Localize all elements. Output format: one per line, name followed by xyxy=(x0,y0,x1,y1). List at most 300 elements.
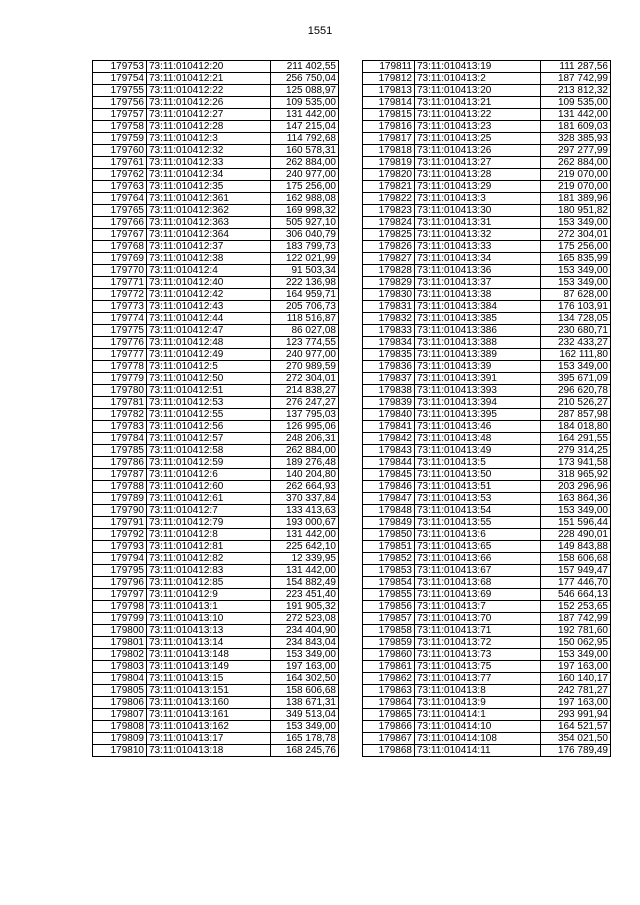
cadastral-number: 73:11:010413:13 xyxy=(147,625,271,637)
row-number: 179838 xyxy=(363,385,415,397)
table-row xyxy=(93,529,339,541)
row-number: 179841 xyxy=(363,421,415,433)
table-row xyxy=(363,349,611,361)
cadastral-value: 248 206,31 xyxy=(271,433,339,445)
cadastral-number: 73:11:010412:28 xyxy=(147,121,271,133)
table-row xyxy=(363,325,611,337)
row-number: 179839 xyxy=(363,397,415,409)
row-number: 179853 xyxy=(363,565,415,577)
cadastral-number: 73:11:010412:3 xyxy=(147,133,271,145)
table-row xyxy=(363,589,611,601)
table-row xyxy=(363,577,611,589)
row-number: 179845 xyxy=(363,469,415,481)
row-number: 179794 xyxy=(93,553,147,565)
row-number: 179844 xyxy=(363,457,415,469)
table-row xyxy=(363,433,611,445)
row-number: 179783 xyxy=(93,421,147,433)
row-number: 179753 xyxy=(93,61,147,73)
cadastral-value: 164 521,57 xyxy=(541,721,611,733)
cadastral-number: 73:11:010413:384 xyxy=(415,301,541,313)
cadastral-number: 73:11:010414:108 xyxy=(415,733,541,745)
cadastral-value: 131 442,00 xyxy=(271,109,339,121)
row-number: 179850 xyxy=(363,529,415,541)
cadastral-value: 234 843,04 xyxy=(271,637,339,649)
cadastral-number: 73:11:010413:77 xyxy=(415,673,541,685)
row-number: 179819 xyxy=(363,157,415,169)
cadastral-number: 73:11:010413:37 xyxy=(415,277,541,289)
cadastral-number: 73:11:010412:7 xyxy=(147,505,271,517)
cadastral-number: 73:11:010413:2 xyxy=(415,73,541,85)
cadastral-value: 160 140,17 xyxy=(541,673,611,685)
table-row xyxy=(93,601,339,613)
cadastral-value: 232 433,27 xyxy=(541,337,611,349)
table-row xyxy=(363,145,611,157)
cadastral-number: 73:11:010412:61 xyxy=(147,493,271,505)
cadastral-value: 175 256,00 xyxy=(271,181,339,193)
cadastral-value: 354 021,50 xyxy=(541,733,611,745)
cadastral-number: 73:11:010412:363 xyxy=(147,217,271,229)
row-number: 179818 xyxy=(363,145,415,157)
table-row xyxy=(93,457,339,469)
row-number: 179804 xyxy=(93,673,147,685)
cadastral-number: 73:11:010413:1 xyxy=(147,601,271,613)
cadastral-value: 189 276,48 xyxy=(271,457,339,469)
table-row xyxy=(93,481,339,493)
table-row xyxy=(363,253,611,265)
cadastral-value: 153 349,00 xyxy=(541,361,611,373)
row-number: 179854 xyxy=(363,577,415,589)
table-row xyxy=(93,565,339,577)
table-row xyxy=(363,181,611,193)
cadastral-number: 73:11:010413:391 xyxy=(415,373,541,385)
cadastral-value: 213 812,32 xyxy=(541,85,611,97)
cadastral-value: 234 404,90 xyxy=(271,625,339,637)
cadastral-number: 73:11:010412:82 xyxy=(147,553,271,565)
cadastral-number: 73:11:010413:33 xyxy=(415,241,541,253)
cadastral-number: 73:11:010413:46 xyxy=(415,421,541,433)
table-row xyxy=(363,397,611,409)
row-number: 179777 xyxy=(93,349,147,361)
cadastral-value: 193 000,67 xyxy=(271,517,339,529)
row-number: 179859 xyxy=(363,637,415,649)
cadastral-value: 109 535,00 xyxy=(541,97,611,109)
table-row xyxy=(93,181,339,193)
row-number: 179799 xyxy=(93,613,147,625)
cadastral-number: 73:11:010413:39 xyxy=(415,361,541,373)
register-table-left xyxy=(92,60,339,757)
table-row xyxy=(93,325,339,337)
table-row xyxy=(363,193,611,205)
cadastral-number: 73:11:010413:161 xyxy=(147,709,271,721)
cadastral-number: 73:11:010413:9 xyxy=(415,697,541,709)
cadastral-value: 318 965,92 xyxy=(541,469,611,481)
table-row xyxy=(93,337,339,349)
table-row xyxy=(363,529,611,541)
cadastral-value: 191 905,32 xyxy=(271,601,339,613)
cadastral-value: 169 998,32 xyxy=(271,205,339,217)
table-row xyxy=(93,385,339,397)
cadastral-value: 138 671,31 xyxy=(271,697,339,709)
cadastral-value: 87 628,00 xyxy=(541,289,611,301)
table-row xyxy=(93,205,339,217)
cadastral-value: 147 215,04 xyxy=(271,121,339,133)
cadastral-value: 134 728,05 xyxy=(541,313,611,325)
row-number: 179781 xyxy=(93,397,147,409)
row-number: 179765 xyxy=(93,205,147,217)
cadastral-value: 176 103,91 xyxy=(541,301,611,313)
cadastral-number: 73:11:010412:37 xyxy=(147,241,271,253)
cadastral-value: 223 451,40 xyxy=(271,589,339,601)
cadastral-number: 73:11:010413:18 xyxy=(147,745,271,757)
table-row xyxy=(93,397,339,409)
cadastral-value: 181 609,03 xyxy=(541,121,611,133)
cadastral-number: 73:11:010412:43 xyxy=(147,301,271,313)
row-number: 179797 xyxy=(93,589,147,601)
cadastral-value: 180 951,82 xyxy=(541,205,611,217)
cadastral-number: 73:11:010412:79 xyxy=(147,517,271,529)
cadastral-value: 165 178,78 xyxy=(271,733,339,745)
cadastral-number: 73:11:010412:5 xyxy=(147,361,271,373)
row-number: 179865 xyxy=(363,709,415,721)
cadastral-number: 73:11:010413:21 xyxy=(415,97,541,109)
table-row xyxy=(363,721,611,733)
table-row xyxy=(363,733,611,745)
row-number: 179788 xyxy=(93,481,147,493)
cadastral-number: 73:11:010413:53 xyxy=(415,493,541,505)
row-number: 179848 xyxy=(363,505,415,517)
cadastral-value: 306 040,79 xyxy=(271,229,339,241)
row-number: 179810 xyxy=(93,745,147,757)
cadastral-number: 73:11:010413:55 xyxy=(415,517,541,529)
row-number: 179801 xyxy=(93,637,147,649)
cadastral-value: 164 302,50 xyxy=(271,673,339,685)
cadastral-number: 73:11:010413:65 xyxy=(415,541,541,553)
row-number: 179831 xyxy=(363,301,415,313)
cadastral-number: 73:11:010414:11 xyxy=(415,745,541,757)
cadastral-number: 73:11:010413:385 xyxy=(415,313,541,325)
cadastral-number: 73:11:010413:393 xyxy=(415,385,541,397)
table-row xyxy=(93,85,339,97)
cadastral-value: 328 385,93 xyxy=(541,133,611,145)
cadastral-number: 73:11:010412:361 xyxy=(147,193,271,205)
table-row xyxy=(93,673,339,685)
cadastral-value: 126 995,06 xyxy=(271,421,339,433)
cadastral-number: 73:11:010412:9 xyxy=(147,589,271,601)
row-number: 179759 xyxy=(93,133,147,145)
table-row xyxy=(363,505,611,517)
cadastral-value: 546 664,13 xyxy=(541,589,611,601)
cadastral-value: 181 389,96 xyxy=(541,193,611,205)
cadastral-number: 73:11:010413:22 xyxy=(415,109,541,121)
table-row xyxy=(363,373,611,385)
table-row xyxy=(363,97,611,109)
cadastral-number: 73:11:010412:81 xyxy=(147,541,271,553)
cadastral-value: 111 287,56 xyxy=(541,61,611,73)
row-number: 179866 xyxy=(363,721,415,733)
row-number: 179778 xyxy=(93,361,147,373)
row-number: 179762 xyxy=(93,169,147,181)
cadastral-value: 197 163,00 xyxy=(541,697,611,709)
row-number: 179782 xyxy=(93,409,147,421)
table-row xyxy=(93,625,339,637)
cadastral-number: 73:11:010413:30 xyxy=(415,205,541,217)
cadastral-number: 73:11:010413:6 xyxy=(415,529,541,541)
cadastral-value: 256 750,04 xyxy=(271,73,339,85)
table-row xyxy=(363,745,611,757)
cadastral-number: 73:11:010413:68 xyxy=(415,577,541,589)
cadastral-value: 296 620,78 xyxy=(541,385,611,397)
cadastral-number: 73:11:010413:3 xyxy=(415,193,541,205)
table-row xyxy=(93,445,339,457)
cadastral-value: 293 991,94 xyxy=(541,709,611,721)
cadastral-value: 164 291,55 xyxy=(541,433,611,445)
row-number: 179847 xyxy=(363,493,415,505)
table-row xyxy=(363,625,611,637)
cadastral-value: 197 163,00 xyxy=(541,661,611,673)
table-row xyxy=(363,637,611,649)
cadastral-number: 73:11:010412:21 xyxy=(147,73,271,85)
cadastral-number: 73:11:010413:388 xyxy=(415,337,541,349)
cadastral-value: 173 941,58 xyxy=(541,457,611,469)
cadastral-value: 262 664,93 xyxy=(271,481,339,493)
row-number: 179772 xyxy=(93,289,147,301)
table-row xyxy=(363,229,611,241)
table-row xyxy=(93,661,339,673)
cadastral-value: 160 578,31 xyxy=(271,145,339,157)
cadastral-number: 73:11:010412:44 xyxy=(147,313,271,325)
row-number: 179763 xyxy=(93,181,147,193)
row-number: 179761 xyxy=(93,157,147,169)
cadastral-value: 86 027,08 xyxy=(271,325,339,337)
row-number: 179830 xyxy=(363,289,415,301)
row-number: 179821 xyxy=(363,181,415,193)
cadastral-value: 240 977,00 xyxy=(271,169,339,181)
row-number: 179809 xyxy=(93,733,147,745)
cadastral-number: 73:11:010413:50 xyxy=(415,469,541,481)
table-row xyxy=(363,205,611,217)
cadastral-number: 73:11:010413:36 xyxy=(415,265,541,277)
table-row xyxy=(363,457,611,469)
cadastral-number: 73:11:010412:20 xyxy=(147,61,271,73)
cadastral-value: 240 977,00 xyxy=(271,349,339,361)
row-number: 179861 xyxy=(363,661,415,673)
row-number: 179798 xyxy=(93,601,147,613)
row-number: 179767 xyxy=(93,229,147,241)
cadastral-value: 214 838,27 xyxy=(271,385,339,397)
cadastral-value: 158 606,68 xyxy=(541,553,611,565)
row-number: 179858 xyxy=(363,625,415,637)
cadastral-number: 73:11:010413:23 xyxy=(415,121,541,133)
row-number: 179856 xyxy=(363,601,415,613)
table-row xyxy=(363,313,611,325)
cadastral-value: 262 884,00 xyxy=(271,445,339,457)
cadastral-value: 210 526,27 xyxy=(541,397,611,409)
row-number: 179811 xyxy=(363,61,415,73)
cadastral-value: 118 516,87 xyxy=(271,313,339,325)
row-number: 179755 xyxy=(93,85,147,97)
table-row xyxy=(363,157,611,169)
cadastral-value: 230 680,71 xyxy=(541,325,611,337)
table-row xyxy=(363,493,611,505)
table-row xyxy=(93,217,339,229)
row-number: 179843 xyxy=(363,445,415,457)
row-number: 179823 xyxy=(363,205,415,217)
row-number: 179837 xyxy=(363,373,415,385)
cadastral-number: 73:11:010412:8 xyxy=(147,529,271,541)
row-number: 179756 xyxy=(93,97,147,109)
cadastral-value: 162 988,08 xyxy=(271,193,339,205)
row-number: 179786 xyxy=(93,457,147,469)
row-number: 179846 xyxy=(363,481,415,493)
row-number: 179827 xyxy=(363,253,415,265)
table-row xyxy=(363,385,611,397)
cadastral-number: 73:11:010413:8 xyxy=(415,685,541,697)
cadastral-number: 73:11:010412:57 xyxy=(147,433,271,445)
cadastral-number: 73:11:010412:34 xyxy=(147,169,271,181)
cadastral-number: 73:11:010413:19 xyxy=(415,61,541,73)
row-number: 179815 xyxy=(363,109,415,121)
row-number: 179835 xyxy=(363,349,415,361)
table-row xyxy=(363,169,611,181)
register-table-left-body xyxy=(93,61,339,757)
cadastral-value: 279 314,25 xyxy=(541,445,611,457)
cadastral-value: 153 349,00 xyxy=(541,217,611,229)
row-number: 179780 xyxy=(93,385,147,397)
cadastral-value: 272 304,01 xyxy=(271,373,339,385)
row-number: 179828 xyxy=(363,265,415,277)
cadastral-number: 73:11:010413:38 xyxy=(415,289,541,301)
cadastral-value: 114 792,68 xyxy=(271,133,339,145)
row-number: 179793 xyxy=(93,541,147,553)
table-row xyxy=(363,289,611,301)
cadastral-number: 73:11:010412:85 xyxy=(147,577,271,589)
row-number: 179808 xyxy=(93,721,147,733)
row-number: 179860 xyxy=(363,649,415,661)
cadastral-number: 73:11:010412:35 xyxy=(147,181,271,193)
row-number: 179770 xyxy=(93,265,147,277)
row-number: 179769 xyxy=(93,253,147,265)
cadastral-number: 73:11:010413:20 xyxy=(415,85,541,97)
row-number: 179771 xyxy=(93,277,147,289)
cadastral-number: 73:11:010413:162 xyxy=(147,721,271,733)
row-number: 179774 xyxy=(93,313,147,325)
cadastral-number: 73:11:010412:32 xyxy=(147,145,271,157)
table-row xyxy=(93,505,339,517)
cadastral-number: 73:11:010413:75 xyxy=(415,661,541,673)
cadastral-number: 73:11:010412:364 xyxy=(147,229,271,241)
cadastral-value: 175 256,00 xyxy=(541,241,611,253)
cadastral-value: 187 742,99 xyxy=(541,73,611,85)
cadastral-number: 73:11:010413:15 xyxy=(147,673,271,685)
row-number: 179779 xyxy=(93,373,147,385)
row-number: 179829 xyxy=(363,277,415,289)
row-number: 179812 xyxy=(363,73,415,85)
table-row xyxy=(363,481,611,493)
row-number: 179805 xyxy=(93,685,147,697)
row-number: 179773 xyxy=(93,301,147,313)
cadastral-number: 73:11:010413:29 xyxy=(415,181,541,193)
cadastral-number: 73:11:010413:389 xyxy=(415,349,541,361)
cadastral-number: 73:11:010412:60 xyxy=(147,481,271,493)
cadastral-number: 73:11:010413:31 xyxy=(415,217,541,229)
table-row xyxy=(363,517,611,529)
row-number: 179758 xyxy=(93,121,147,133)
cadastral-value: 153 349,00 xyxy=(541,649,611,661)
cadastral-number: 73:11:010412:55 xyxy=(147,409,271,421)
table-row xyxy=(363,85,611,97)
cadastral-number: 73:11:010413:149 xyxy=(147,661,271,673)
cadastral-value: 12 339,95 xyxy=(271,553,339,565)
table-row xyxy=(93,313,339,325)
table-row xyxy=(363,265,611,277)
table-row xyxy=(93,649,339,661)
row-number: 179833 xyxy=(363,325,415,337)
row-number: 179816 xyxy=(363,121,415,133)
table-row xyxy=(363,445,611,457)
cadastral-number: 73:11:010412:26 xyxy=(147,97,271,109)
cadastral-value: 349 513,04 xyxy=(271,709,339,721)
row-number: 179800 xyxy=(93,625,147,637)
row-number: 179784 xyxy=(93,433,147,445)
table-row xyxy=(93,421,339,433)
cadastral-number: 73:11:010412:83 xyxy=(147,565,271,577)
cadastral-value: 272 304,01 xyxy=(541,229,611,241)
row-number: 179868 xyxy=(363,745,415,757)
cadastral-value: 153 349,00 xyxy=(541,265,611,277)
row-number: 179863 xyxy=(363,685,415,697)
table-row xyxy=(363,709,611,721)
cadastral-number: 73:11:010412:6 xyxy=(147,469,271,481)
cadastral-number: 73:11:010412:59 xyxy=(147,457,271,469)
cadastral-value: 131 442,00 xyxy=(541,109,611,121)
row-number: 179764 xyxy=(93,193,147,205)
cadastral-value: 272 523,08 xyxy=(271,613,339,625)
row-number: 179776 xyxy=(93,337,147,349)
row-number: 179813 xyxy=(363,85,415,97)
cadastral-number: 73:11:010412:22 xyxy=(147,85,271,97)
table-row xyxy=(93,373,339,385)
cadastral-number: 73:11:010413:151 xyxy=(147,685,271,697)
table-row xyxy=(93,193,339,205)
table-row xyxy=(363,121,611,133)
cadastral-value: 164 959,71 xyxy=(271,289,339,301)
cadastral-value: 153 349,00 xyxy=(271,649,339,661)
row-number: 179832 xyxy=(363,313,415,325)
cadastral-number: 73:11:010414:10 xyxy=(415,721,541,733)
table-row xyxy=(93,697,339,709)
cadastral-number: 73:11:010413:70 xyxy=(415,613,541,625)
row-number: 179814 xyxy=(363,97,415,109)
cadastral-value: 262 884,00 xyxy=(271,157,339,169)
row-number: 179768 xyxy=(93,241,147,253)
cadastral-number: 73:11:010413:73 xyxy=(415,649,541,661)
cadastral-number: 73:11:010412:51 xyxy=(147,385,271,397)
row-number: 179836 xyxy=(363,361,415,373)
table-row xyxy=(93,157,339,169)
cadastral-value: 228 490,01 xyxy=(541,529,611,541)
table-row xyxy=(363,61,611,73)
cadastral-value: 183 799,73 xyxy=(271,241,339,253)
cadastral-number: 73:11:010413:48 xyxy=(415,433,541,445)
cadastral-value: 192 781,60 xyxy=(541,625,611,637)
cadastral-number: 73:11:010412:38 xyxy=(147,253,271,265)
cadastral-number: 73:11:010413:17 xyxy=(147,733,271,745)
row-number: 179785 xyxy=(93,445,147,457)
cadastral-value: 163 864,36 xyxy=(541,493,611,505)
cadastral-value: 125 088,97 xyxy=(271,85,339,97)
cadastral-number: 73:11:010412:42 xyxy=(147,289,271,301)
cadastral-value: 184 018,80 xyxy=(541,421,611,433)
